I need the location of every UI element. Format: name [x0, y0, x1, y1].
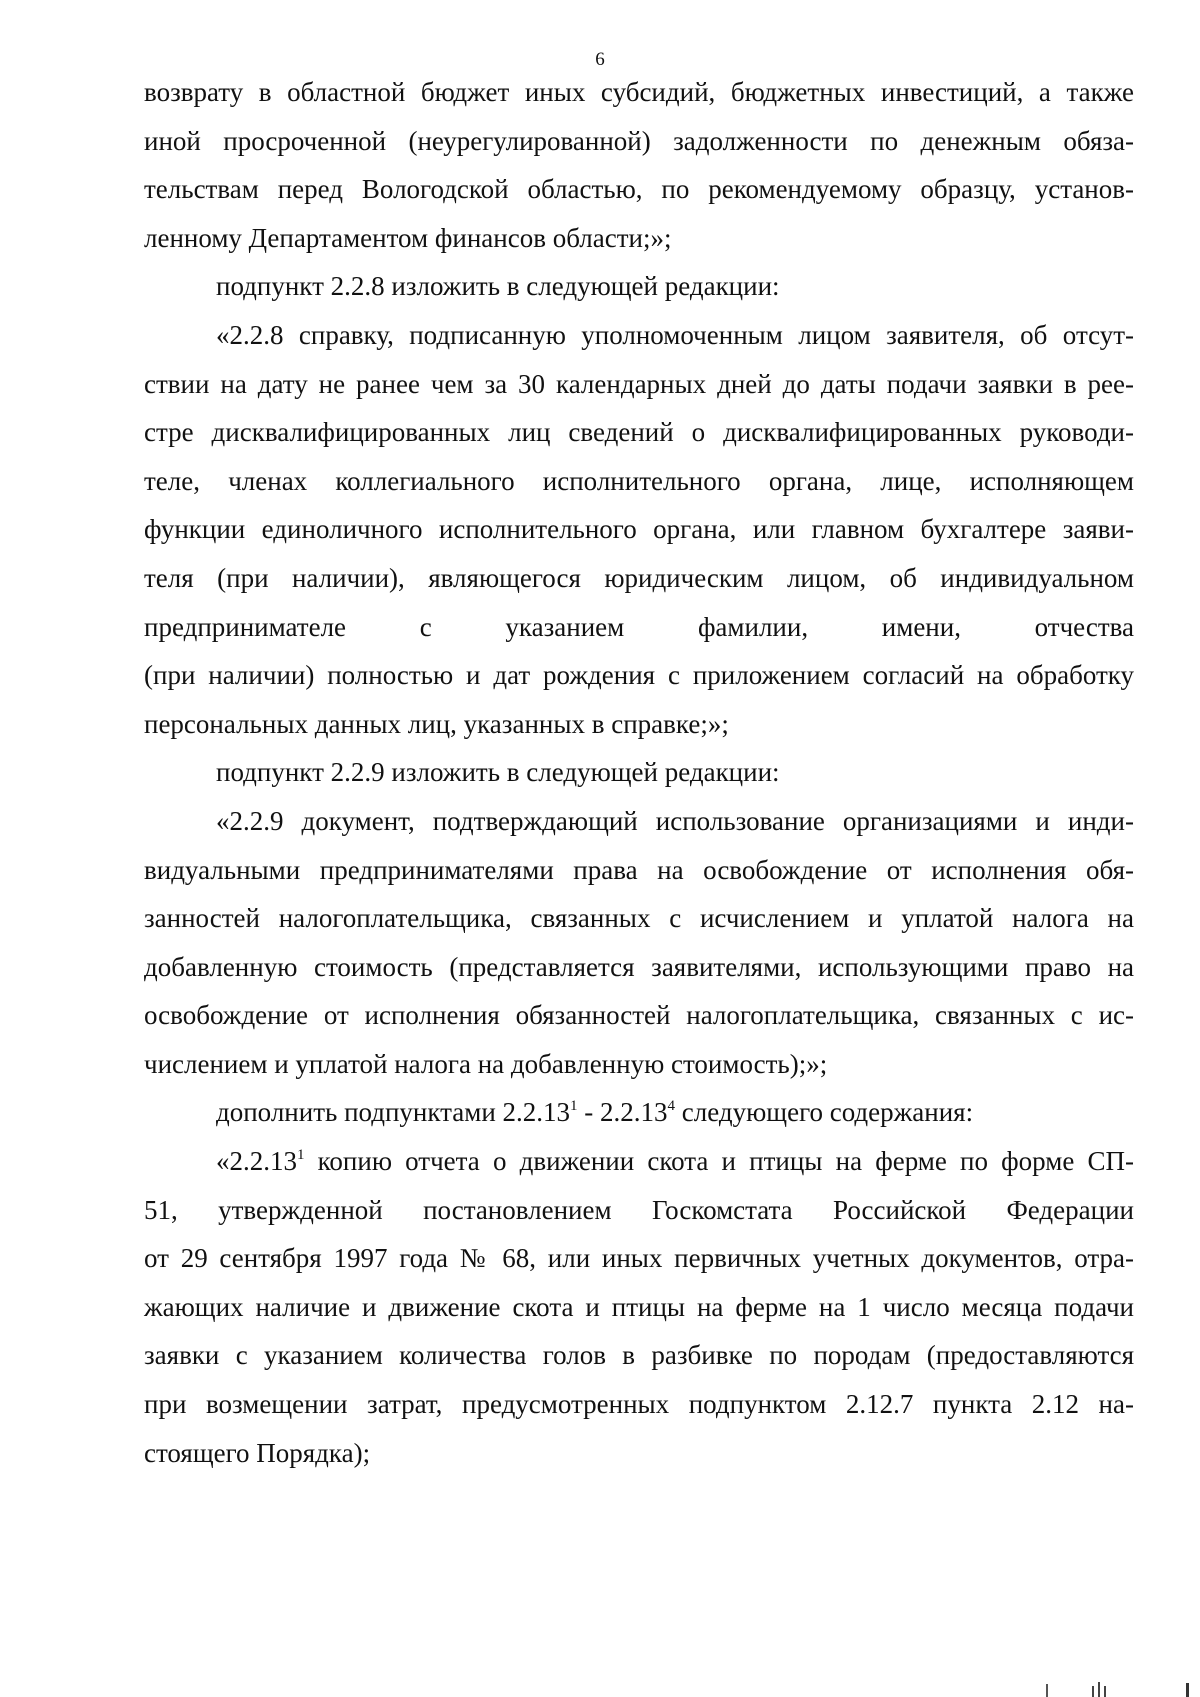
- supplement-first-after: копию отчета о движении скота и птицы на ферме по форме СП-: [304, 1146, 1134, 1177]
- text-line: теля (при наличии), являющегося юридическим лицом, об индивидуальном: [144, 562, 1134, 593]
- superscript-1: 1: [297, 1147, 305, 1164]
- text-line: возврату в областной бюджет иных субсидий, бюджетных инвестиций, а также: [144, 77, 1134, 107]
- supplement-intro-line: [144, 1088, 1134, 1137]
- scan-artifact-marks: [1040, 1680, 1200, 1697]
- supplement-first-before: «2.2.13: [216, 1146, 297, 1177]
- text-line: функции единоличного исполнительного органа, или главном бухгалтере заяви-: [144, 514, 1134, 545]
- superscript-1: 1: [570, 1098, 578, 1115]
- text-line: при возмещении затрат, предусмотренных подпунктом 2.12.7 пункта 2.12 на-: [144, 1389, 1134, 1420]
- text-line: заявки с указанием количества голов в разбивке по породам (предоставляются: [144, 1340, 1134, 1371]
- text-line: от 29 сентября 1997 года № 68, или иных первичных учетных документов, отра-: [144, 1243, 1134, 1274]
- text-line: ленному Департаментом финансов области;»;: [144, 222, 672, 253]
- text-line: «2.2.9 документ, подтверждающий использование организациями и инди-: [216, 805, 1134, 836]
- page-number: 6: [595, 49, 605, 70]
- text-line: ствии на дату не ранее чем за 30 календарных дней до даты подачи заявки в рее-: [144, 368, 1134, 399]
- final-text-lines: [144, 1186, 1134, 1478]
- text-line: тельствам перед Вологодской областью, по рекомендуемому образцу, установ-: [144, 174, 1134, 205]
- text-line: «2.2.8 справку, подписанную уполномоченным лицом заявителя, об отсут-: [216, 319, 1134, 350]
- text-line: предпринимателе с указанием фамилии, имени, отчества: [144, 611, 1134, 642]
- text-line: персональных данных лиц, указанных в справке;»;: [144, 708, 729, 739]
- text-line: жающих наличие и движение скота и птицы на ферме на 1 число месяца подачи: [144, 1291, 1134, 1322]
- text-line: подпункт 2.2.9 изложить в следующей редакции:: [216, 757, 780, 788]
- document-body: [144, 68, 1134, 1477]
- text-line: подпункт 2.2.8 изложить в следующей редакции:: [216, 271, 780, 302]
- supplement-first-line: [144, 1137, 1134, 1186]
- supplement-intro-middle: - 2.2.13: [577, 1097, 668, 1128]
- text-line: добавленную стоимость (представляется заявителями, использующими право на: [144, 951, 1134, 982]
- text-line: (при наличии) полностью и дат рождения с приложением согласий на обработку: [144, 660, 1134, 691]
- text-line: 51, утвержденной постановлением Госкомстата Российской Федерации: [144, 1194, 1134, 1225]
- text-line: числением и уплатой налога на добавленную стоимость);»;: [144, 1048, 828, 1079]
- text-line: стоящего Порядка);: [144, 1437, 371, 1468]
- supplement-intro-before: дополнить подпунктами 2.2.13: [216, 1097, 571, 1128]
- text-line: теле, членах коллегиального исполнительного органа, лице, исполняющем: [144, 465, 1134, 496]
- text-line: стре дисквалифицированных лиц сведений о дисквалифицированных руководи-: [144, 417, 1134, 448]
- supplement-intro-after: следующего содержания:: [675, 1097, 974, 1128]
- text-line: иной просроченной (неурегулированной) задолженности по денежным обяза-: [144, 125, 1134, 156]
- text-line: освобождение от исполнения обязанностей налогоплательщика, связанных с ис-: [144, 1000, 1134, 1031]
- text-lines: [144, 68, 1134, 1088]
- text-line: занностей налогоплательщика, связанных с исчислением и уплатой налога на: [144, 903, 1134, 934]
- text-line: видуальными предпринимателями права на освобождение от исполнения обя-: [144, 854, 1134, 885]
- superscript-4: 4: [667, 1098, 676, 1115]
